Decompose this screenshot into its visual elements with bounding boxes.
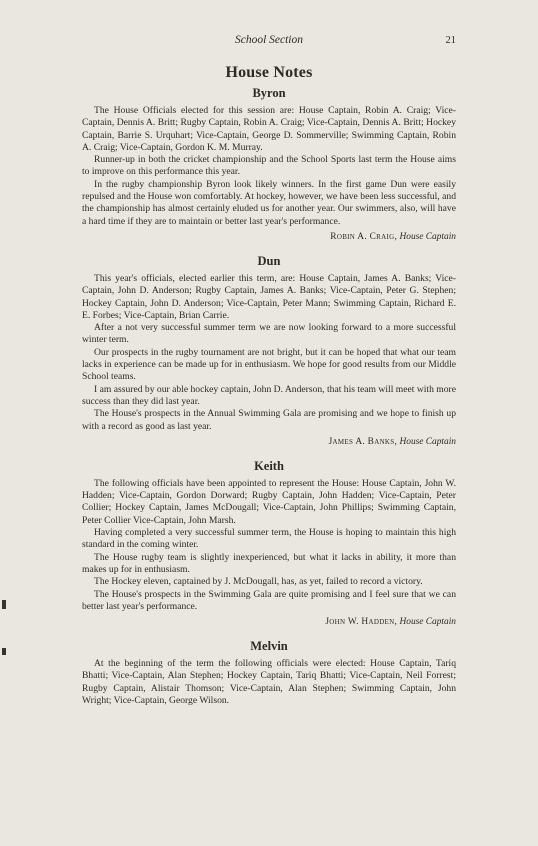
paragraph: The House's prospects in the Swimming Gala are quite promising and I feel sure that we can better last year's performance. bbox=[82, 588, 456, 612]
house-section-dun bbox=[82, 254, 456, 448]
paragraph: I am assured by our able hockey captain, John D. Anderson, that his team will meet with more success than they did last year. bbox=[82, 383, 456, 407]
paragraph: At the beginning of the term the following officials were elected: House Captain, Tariq Bhatti; Vice-Captain, Alan Stephen; Hockey Captain, Tariq Bhatti; Vice-Captain, Neil Forrest; Rugby Captain, Alistair Thomson; Vice-Captain, Alan Stephen; Swimming Captain, John Wright; Vice-Captain, George Wilson. bbox=[82, 658, 456, 706]
paragraph: Having completed a very successful summer term, the House is hoping to maintain this high standard in the coming winter. bbox=[82, 527, 456, 551]
paragraph: The following officials have been appointed to represent the House: House Captain, John W. Hadden; Vice-Captain, Gordon Dorward; Rugby Captain, John Hadden; Vice-Captain, Peter Collier; Hockey Captain, James McDougall; Vice-Captain, John Phillips; Swimming Captain, Peter Collier Vice-Captain, John Marsh. bbox=[82, 477, 456, 526]
paragraph: Runner-up in both the cricket championship and the School Sports last term the House aims to improve on this performance this year. bbox=[82, 154, 456, 178]
paragraph: Our prospects in the rugby tournament are not bright, but it can be hoped that what our team lacks in experience can be made up for in enthusiasm. We hope for good results from our Middle School teams. bbox=[82, 346, 456, 383]
house-heading: Melvin bbox=[250, 639, 288, 654]
signature-name: Robin A. Craig, bbox=[330, 231, 398, 242]
signature-role: House Captain bbox=[399, 436, 456, 447]
signature-name: James A. Banks, bbox=[328, 436, 398, 447]
paragraph: The House Officials elected for this session are: House Captain, Robin A. Craig; Vice-Captain, Dennis A. Britt; Rugby Captain, Robin A. Craig; Vice-Captain, Dennis A. Britt; Hockey Captain, Barrie S. Urquhart; Vice-Captain, George D. Sommerville; Swimming Captain, Robin A. Craig; Vice-Captain, Gordon K. M. Murray. bbox=[82, 105, 456, 153]
signature-role: House Captain bbox=[399, 617, 456, 628]
house-heading: Keith bbox=[254, 458, 284, 473]
paragraph: The House's prospects in the Annual Swimming Gala are promising and we hope to finish up with a record as good as last year. bbox=[82, 408, 456, 432]
page bbox=[82, 28, 456, 707]
paragraph: In the rugby championship Byron look likely winners. In the first game Dun were easily repulsed and the House won comfortably. At hockey, however, we have been less successful, and the championship has almost certainly eluded us for another year. Our swimmers, also, will have a hard time if they are to maintain or better last year's performance. bbox=[82, 178, 456, 227]
paragraph: This year's officials, elected earlier this term, are: House Captain, James A. Banks; Vice-Captain, John D. Anderson; Rugby Captain, James A. Banks; Vice-Captain, Peter G. Stephen; Hockey Captain, John D. Anderson; Vice-Captain, Peter Mann; Swimming Captain, Richard E. E. Forbes; Vice-Captain, Brian Carrie. bbox=[82, 272, 456, 321]
house-section-keith bbox=[82, 459, 456, 628]
signature bbox=[82, 436, 456, 448]
house-heading: Byron bbox=[252, 86, 286, 100]
signature-role: House Captain bbox=[399, 231, 456, 242]
running-head bbox=[82, 28, 456, 54]
house-section-byron bbox=[82, 86, 456, 243]
house-section-melvin bbox=[82, 639, 456, 707]
page-number: 21 bbox=[445, 35, 456, 46]
main-heading: House Notes bbox=[225, 64, 313, 81]
paragraph: The Hockey eleven, captained by J. McDougall, has, as yet, failed to record a victory. bbox=[94, 576, 423, 588]
signature bbox=[82, 231, 456, 243]
margin-mark bbox=[2, 600, 6, 609]
signature-name: John W. Hadden, bbox=[325, 617, 398, 628]
house-heading: Dun bbox=[257, 253, 281, 268]
paragraph: After a not very successful summer term we are now looking forward to a more successful winter term. bbox=[82, 322, 456, 346]
signature bbox=[82, 616, 456, 628]
margin-mark bbox=[2, 648, 6, 655]
paragraph: The House rugby team is slightly inexperienced, but what it lacks in ability, it more than makes up for in enthusiasm. bbox=[82, 551, 456, 575]
running-title: School Section bbox=[234, 34, 304, 46]
